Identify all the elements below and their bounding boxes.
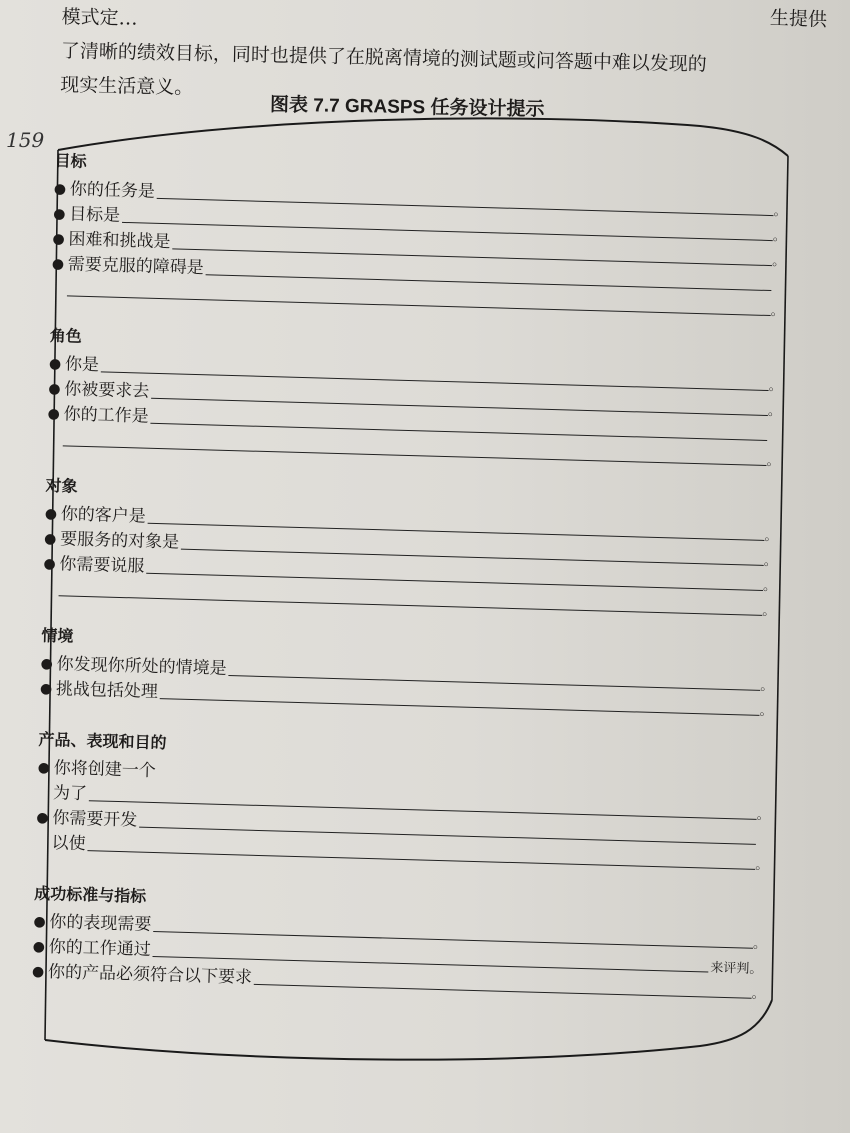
bullet-icon: ●: [43, 555, 56, 573]
section-heading: 角色: [49, 327, 83, 346]
bullet-icon: ●: [51, 255, 65, 273]
intro-line-2: 了清晰的绩效目标，同时也提供了在脱离情境的测试题或问答题中难以发现的: [60, 39, 708, 76]
period-mark: 。: [766, 453, 780, 470]
intro-line-3: 现实生活意义。: [59, 73, 194, 99]
section-heading: 对象: [45, 477, 78, 496]
row-label: 你需要说服: [59, 554, 145, 577]
period-mark: 。: [764, 528, 778, 545]
row-label: 挑战包括处理: [55, 679, 159, 703]
bullet-icon: ●: [39, 680, 53, 698]
period-mark: 。: [762, 603, 776, 620]
section-role: [47, 325, 780, 469]
bullet-icon: ●: [40, 655, 54, 673]
bullet-icon: ●: [52, 205, 66, 223]
period-mark: 。: [763, 553, 778, 570]
period-mark: 。: [770, 304, 784, 320]
period-mark: 。: [771, 254, 786, 270]
bullet-icon: ●: [31, 963, 45, 981]
row-label: 你的工作通过: [48, 937, 151, 960]
row-label: 你发现你所处的情境是: [56, 654, 227, 679]
period-mark: 。: [768, 379, 782, 395]
row-label: 你的表现需要: [49, 912, 152, 935]
period-mark: 。: [752, 936, 767, 953]
figure-title: 图表 7.7 GRASPS 任务设计提示: [269, 94, 545, 121]
bullet-icon: ●: [43, 530, 57, 548]
section-heading: 情境: [41, 627, 74, 646]
row-label: 你被要求去: [64, 379, 150, 402]
section-heading: 成功标准与指标: [33, 885, 147, 906]
bullet-icon: ●: [44, 505, 58, 523]
row-label: 要服务的对象是: [59, 529, 180, 553]
row-label: 你的客户是: [60, 504, 147, 527]
bullet-icon: ●: [33, 913, 46, 931]
period-mark: 。: [751, 986, 765, 1003]
intro-line-1: 模式定…: [61, 5, 138, 30]
row-label: 为了: [52, 783, 88, 805]
period-mark: 。: [762, 578, 777, 595]
row-suffix: 来评判。: [710, 960, 763, 978]
section-standards: [31, 883, 767, 1003]
bullet-icon: ●: [47, 405, 61, 423]
period-mark: 。: [760, 678, 774, 695]
bullet-icon: ●: [32, 938, 46, 956]
bullet-icon: ●: [53, 180, 67, 198]
bullet-icon: ●: [48, 355, 62, 373]
row-label: 困难和挑战是: [68, 229, 171, 253]
period-mark: 。: [767, 404, 782, 420]
row-label: 你的任务是: [69, 179, 156, 202]
section-heading: 目标: [54, 152, 87, 171]
period-mark: 。: [772, 229, 787, 245]
section-goal: [51, 150, 785, 319]
row-label: 你需要开发: [52, 808, 138, 831]
period-mark: 。: [756, 807, 770, 824]
row-label: 需要克服的障碍是: [67, 254, 205, 279]
row-label: 目标是: [68, 204, 121, 226]
bullet-icon: ●: [48, 380, 61, 398]
page-number: 159: [6, 128, 45, 152]
bullet-icon: ●: [37, 759, 51, 777]
period-mark: 。: [755, 857, 769, 874]
row-label: 你是: [64, 354, 100, 376]
bullet-icon: ●: [52, 230, 65, 248]
section-heading: 产品、表现和目的: [38, 731, 167, 753]
bullet-icon: ●: [36, 809, 49, 827]
section-product: [35, 729, 768, 873]
period-mark: 。: [759, 703, 773, 720]
row-label: 你的产品必须符合以下要求: [47, 962, 253, 988]
section-audience: [42, 475, 778, 620]
period-mark: 。: [773, 204, 787, 220]
row-label: 你将创建一个: [53, 758, 156, 782]
row-label: 你的工作是: [63, 404, 149, 427]
intro-right-fragment: 生提供: [769, 7, 828, 31]
grasps-form: [32, 150, 785, 1002]
row-label: 以使: [51, 833, 86, 855]
